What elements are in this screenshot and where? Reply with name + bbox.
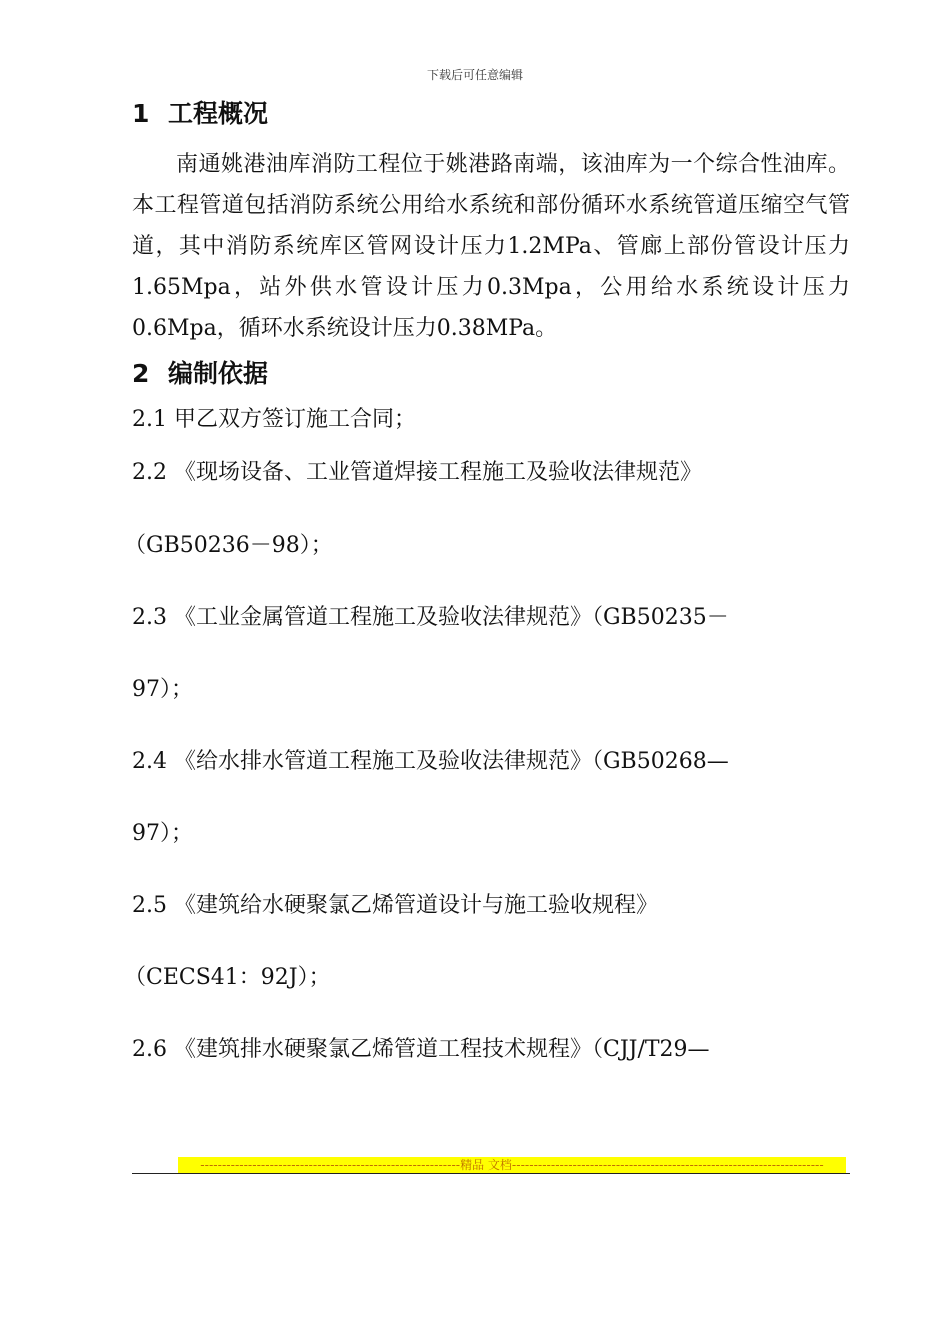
basis-item-continued: （GB50236－98）； — [124, 533, 333, 558]
basis-item: 2.4 《给水排水管道工程施工及验收法律规范》（GB50268— — [132, 749, 729, 774]
basis-item-continued: 97）； — [132, 677, 193, 702]
section-number: 2 — [132, 359, 150, 388]
page-header-note: 下载后可任意编辑 — [426, 68, 523, 82]
footer-divider — [132, 1173, 850, 1174]
basis-item: 2.5 《建筑给水硬聚氯乙烯管道设计与施工验收规程》 — [132, 893, 658, 918]
basis-item: 2.2 《现场设备、工业管道焊接工程施工及验收法律规范》 — [132, 460, 702, 485]
overview-paragraph: 南通姚港油库消防工程位于姚港路南端，该油库为一个综合性油库。本工程管道包括消防系统公用给水系统和部份循环水系统管道压缩空气管道，其中消防系统库区管网设计压力1.2MPa、管廊上部份管设计压力1.65Mpa，站外供水管设计压力0.3Mpa，公用给水系统设计压力0.6Mpa，循环水系统设计压力0.38MPa。 — [132, 152, 850, 341]
section-title: 编制依据 — [168, 359, 269, 388]
basis-item: 2.6 《建筑排水硬聚氯乙烯管道工程技术规程》（CJJ/T29— — [132, 1037, 710, 1062]
basis-item: 2.3 《工业金属管道工程施工及验收法律规范》（GB50235－ — [132, 605, 729, 630]
basis-item-continued: （CECS41：92J）； — [124, 965, 331, 990]
document-body — [124, 92, 850, 1078]
section-heading-basis — [132, 352, 850, 396]
basis-item: 2.1 甲乙双方签订施工合同； — [132, 407, 416, 432]
basis-item-continued: 97）； — [132, 821, 193, 846]
section-number: 1 — [132, 99, 150, 128]
footer-watermark-bar: ------------------------------------------------------------精品 文档------------------------------------------------------------------------ — [178, 1157, 846, 1173]
section-title: 工程概况 — [168, 99, 269, 128]
section-heading-overview — [132, 92, 850, 136]
